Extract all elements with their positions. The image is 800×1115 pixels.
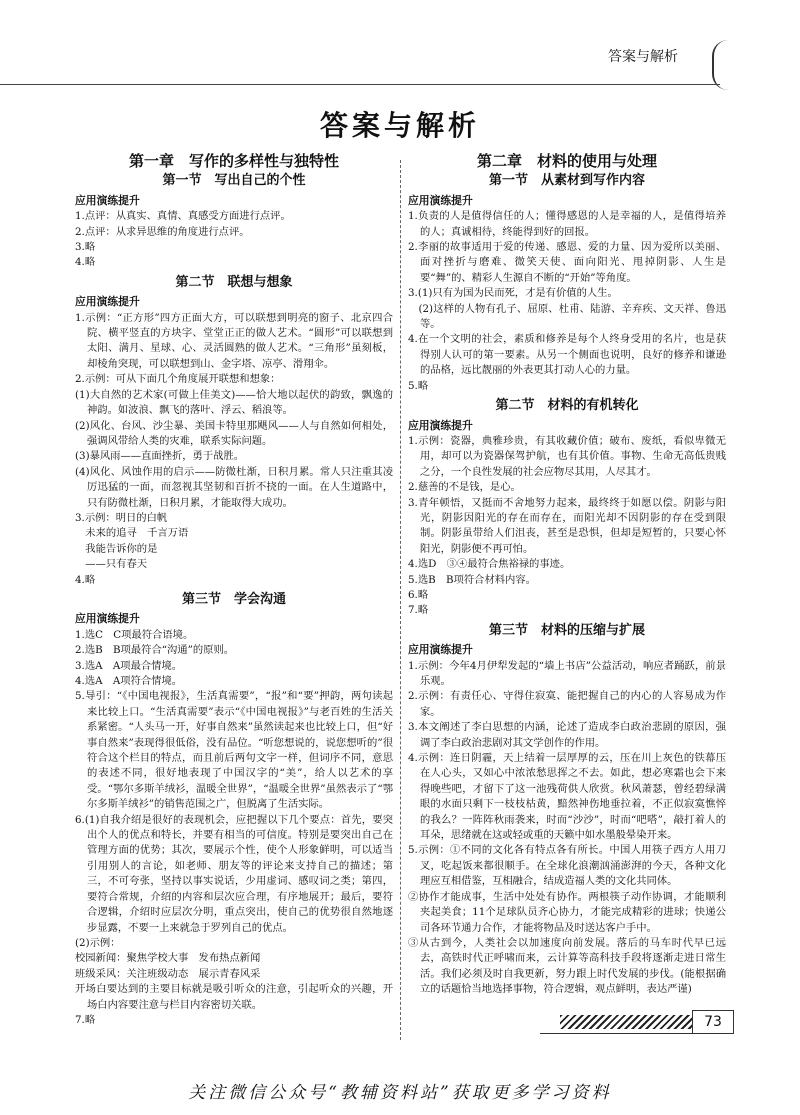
answer-paragraph: 4.选A A项符合情境。 <box>75 675 183 687</box>
answer-paragraph: 7.略 <box>75 1013 96 1026</box>
answer-paragraph: 4.略 <box>75 573 96 586</box>
section-heading: 第二节 材料的有机转化 <box>495 398 639 414</box>
section-heading: 第一节 从素材到写作内容 <box>488 173 645 189</box>
chapter-heading: 第一章 写作的多样性与独特性 <box>128 152 339 170</box>
column-separator <box>400 160 401 1040</box>
answer-paragraph: 3.略 <box>75 241 96 254</box>
answer-paragraph: 2.选B B项最符合“沟通”的原则。 <box>75 644 235 657</box>
answer-paragraph: 1.示例：今年4月伊犁发起的“墙上书店”公益活动，响应者踊跃，前景乐观。 <box>408 659 726 687</box>
answer-paragraph: 6.(1)自我介绍是很好的表现机会，应把握以下几个要点：首先，要突出个人的优点和特长，并要有相当的可信度。特别是要突出自己在管理方面的优势；其次，要展示个性，使个人形象鲜明，可以适当引用别人的言论，如老师、朋友等的评论来支持自己的描述；第三，不可夸张，坚持以事实说话，少用虚词、感叹词之类；第四，要符合常规，介绍的内容和层次应合理，有序地展开；最后，要符合逻辑，介绍时应层次分明，重点突出，使自己的优势很自然地逐步显露，不要一上来就急于罗列自己的优点。 <box>75 813 393 934</box>
answer-paragraph: 1.示例：“正方形”四方正面大方，可以联想到明亮的窗子、北京四合院、横平竖直的方块字、堂堂正正的做人艺术。“圆形”可以联想到太阳、满月、星球、心、灵活圆熟的做人艺术。“三角形”虽刻板，却棱角突现，可以联想到山、金字塔、凉亭、滑翔伞。 <box>75 311 393 370</box>
answer-paragraph: 3.示例：明日的白帆 <box>75 511 168 524</box>
page-number: 73 <box>692 1010 734 1034</box>
answer-paragraph: (2)风化、台风、沙尘暴、美国卡特里那飓风——人与自然如何相处，强调风带给人类的灾难，联系实际问题。 <box>75 419 393 447</box>
answer-paragraph: 1.负责的人是值得信任的人；懂得感恩的人是幸福的人，是值得培养的人；真诚相待，终能得到好的回报。 <box>408 210 726 238</box>
subheading: 应用演练提升 <box>75 193 140 207</box>
right-column <box>408 150 726 998</box>
answer-paragraph: 开场白要达到的主要目标就是吸引听众的注意，引起听众的兴趣，开场白内容要注意与栏目内容密切关联。 <box>75 983 393 1011</box>
answer-paragraph: 3.(1)只有为国为民而死，才是有价值的人生。 <box>408 287 618 300</box>
answer-paragraph: 4.在一个文明的社会，素质和修养是每个人终身受用的名片，也是获得别人认可的第一要素。从另一个侧面也说明，良好的修养和谦逊的品格，远比靓丽的外表更其打动人心的力量。 <box>408 333 726 377</box>
answer-paragraph: (2)这样的人物有孔子、屈原、杜甫、陆游、辛弃疾、文天祥、鲁迅等。 <box>408 302 726 331</box>
answer-paragraph: ②协作才能成事，生活中处处有协作。两根筷子动作协调，才能顺利夹起美食；11个足球队员齐心协力，才能完成精彩的进球；快递公司各环节通力合作，才能将物品及时送达客户手中。 <box>408 890 726 934</box>
answer-paragraph: 2.示例：有责任心、守得住寂寞、能把握自己的内心的人容易成为作家。 <box>408 690 726 718</box>
answer-paragraph: 2.李丽的故事适用于爱的传递、感恩、爱的力量、因为爱所以美丽、面对挫折与磨难、微笑天使、面向阳光、甩掉阴影、人生是要“舞”的、精彩人生源自不断的“开始”等角度。 <box>408 241 726 284</box>
answer-paragraph: 3.青年顿悟，又挺而不舍地努力起来，最终终于如愿以偿。阴影与阳光，阴影因阳光的存在而存在，而阳光却不因阴影的存在受到限制。阴影虽带给人们沮丧，甚至是恐惧，但却是短暂的，只要心怀阳光，阴影便不再可怕。 <box>408 496 726 555</box>
running-header: 答案与解析 <box>608 49 678 65</box>
section-heading: 第三节 学会沟通 <box>181 591 286 607</box>
page-title: 答案与解析 <box>319 109 480 142</box>
answer-paragraph: (4)风化、风蚀作用的启示——防微杜渐，日积月累。常人只注重其凌厉迅猛的一面，而忽视其坚韧和百折不挠的一面。在人生道路中，只有防微杜渐，日积月累，才能取得大成功。 <box>75 465 393 509</box>
left-column <box>75 150 393 1028</box>
section-heading: 第三节 材料的压缩与扩展 <box>488 622 645 638</box>
answer-paragraph: 4.略 <box>75 256 96 269</box>
answer-paragraph: 7.略 <box>408 604 429 617</box>
answer-paragraph: 2.慈善的不是钱，是心。 <box>408 481 521 494</box>
answer-paragraph: 3.本文阐述了李白思想的内涵，论述了造成李白政治悲剧的原因，强调了李白政治悲剧对其文学创作的作用。 <box>408 721 726 749</box>
subheading: 应用演练提升 <box>408 643 473 657</box>
answer-paragraph: 6.略 <box>408 588 429 601</box>
section-heading: 第一节 写出自己的个性 <box>162 173 306 189</box>
subheading: 应用演练提升 <box>75 612 140 626</box>
answer-paragraph: 5.略 <box>408 379 429 392</box>
answer-paragraph: 1.示例：瓷器，典雅珍贵，有其收藏价值；破布、废纸，看似卑微无用，却可以为瓷器保驾护航，也有其价值。事物、生命无高低贵贱之分，一个良性发展的社会应物尽其用，人尽其才。 <box>408 434 726 478</box>
answer-paragraph: 班级采风：关注班级动态 展示青春风采 <box>75 967 261 980</box>
answer-paragraph: 4.示例：连日阴霾，天上结着一层厚厚的云，压在川上灰色的铁幕压在人心头，又如心中浓浓愁思挥之不去。如此，想必寒霜也会下来得晚些吧，才留下了这一池残荷供人欣赏。秋风萧瑟，曾经碧绿满眼的水面只剩下一枝枝枯黄，黯然神伤地垂拉着，不正似寂寞憔悴的我么？一阵阵秋雨袭来，时而“沙沙”，时而“吧嗒”，敲打着人的耳朵，思绪就在这或轻或重的天籁中如水墨般晕染开来。 <box>408 752 726 842</box>
header-rule <box>0 84 720 85</box>
subheading: 应用演练提升 <box>408 193 473 207</box>
answer-paragraph: ——只有春天 <box>75 558 148 571</box>
answer-paragraph: 校园新闻：聚焦学校大事 发布热点新闻 <box>75 952 261 965</box>
answer-paragraph: 未来的追寻 千言万语 <box>75 527 189 540</box>
answer-paragraph: 5.选B B项符合材料内容。 <box>408 573 536 586</box>
answer-paragraph: 5.示例：①不同的文化各有特点各有所长。中国人用筷子西方人用刀叉，吃起饭来都很顺手。在全球化浪潮汹涌澎湃的今天，各种文化理应互相借鉴，互相融合，结成造福人类的文化共同体。 <box>408 844 726 888</box>
subheading: 应用演练提升 <box>75 295 140 309</box>
answer-paragraph: (2)示例： <box>75 936 121 949</box>
answer-paragraph: (1)大自然的艺术家(可做上佳美文)——恰大地以起伏的韵致，飘逸的神韵。如波浪、飘飞的落叶、浮云、稻浪等。 <box>75 388 393 417</box>
answer-paragraph: (3)暴风雨——直面挫折，勇于战胜。 <box>75 450 245 463</box>
answer-paragraph: 我能告诉你的是 <box>75 542 158 555</box>
chapter-heading: 第二章 材料的使用与处理 <box>476 152 657 170</box>
answer-paragraph: 1.选C C项最符合语境。 <box>75 628 194 641</box>
answer-paragraph: 2.示例：可从下面几个角度展开联想和想象： <box>75 373 281 386</box>
answer-paragraph: 2.点评：从求异思维的角度进行点评。 <box>75 225 250 238</box>
subheading: 应用演练提升 <box>408 418 473 432</box>
answer-paragraph: 3.选A A项最合情境。 <box>75 659 183 672</box>
answer-paragraph: ③从古到今，人类社会以加速度向前发展。落后的马车时代早已远去，高铁时代正呼啸而来，云计算等高科技手段将逐渐走进日常生活。我们必须及时自我更新，努力跟上时代发展的步伐。(能根据确立的话题恰当地选择事物，符合逻辑，观点鲜明，表达严谨) <box>408 936 726 996</box>
answer-paragraph: 4.选D ③④最符合焦裕禄的事迹。 <box>408 558 571 571</box>
header-decoration <box>712 40 728 90</box>
footer-notice: 关注微信公众号“教辅资料站”获取更多学习资料 <box>188 1083 612 1103</box>
answer-paragraph: 1.点评：从真实、真情、真感受方面进行点评。 <box>75 210 291 223</box>
section-heading: 第二节 联想与想象 <box>175 274 293 290</box>
answer-paragraph: 5.导引：“《中国电视报》，生活真需要”，“报”和“要”押韵，两句读起来比较上口。“生活真需要”表示“《中国电视报》”与老百姓的生活关系紧密。“人头马一开，好事自然来”虽然读起来也比较上口，但“好事自然来”表现得很低俗，没有品位。“听您想说的，说您想听的”很符合这个栏目的特点，而且前后两句文字一样，但词序不同，意思的表述不同，很好地表现了中国汉字的“美”，给人以艺术的享受。“鄂尔多斯羊绒衫，温暖全世界”，“温暖全世界”虽然表示了“鄂尔多斯羊绒衫”的销售范围之广，但脱离了生活实际。 <box>75 690 393 811</box>
